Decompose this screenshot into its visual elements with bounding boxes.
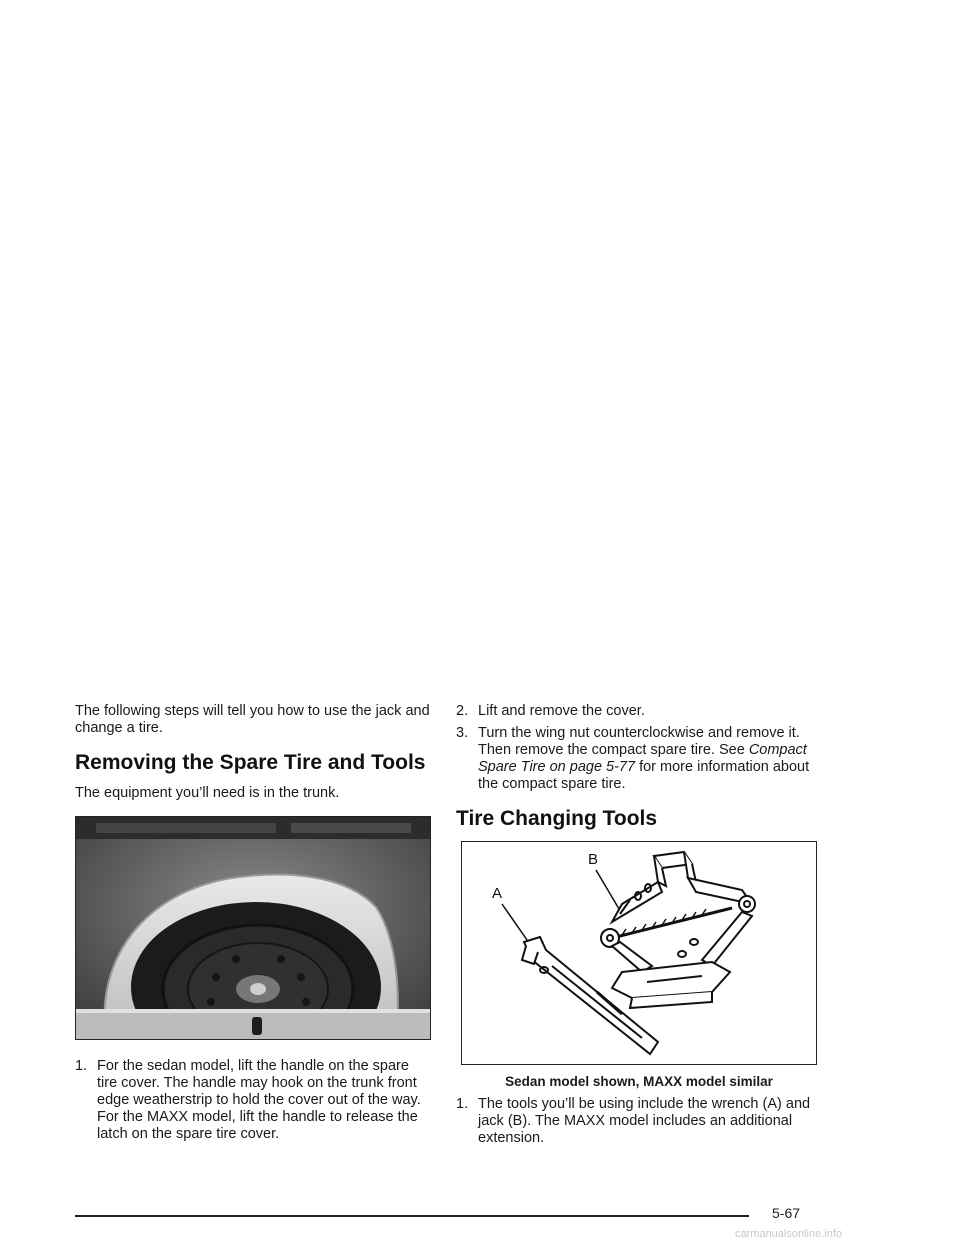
- label-b: B: [588, 851, 599, 868]
- left-column: [75, 703, 433, 1143]
- right-column: [456, 703, 816, 1147]
- label-a: A: [492, 885, 503, 902]
- footer-rule: [75, 1215, 749, 1217]
- step-text: The tools you’ll be using include the wrench (A) and jack (B). The MAXX model includes an additional extension.: [478, 1096, 811, 1146]
- compact-spare-tire-link[interactable]: Compact Spare Tire on page 5-77: [478, 742, 807, 775]
- step-number: 1.: [456, 1096, 469, 1112]
- step-number: 2.: [456, 703, 469, 719]
- step-number: 1.: [75, 1058, 88, 1074]
- removal-steps-list: [75, 1058, 433, 1143]
- section-heading-tire-changing-tools: Tire Changing Tools: [456, 807, 658, 830]
- removal-steps-continued-list: [456, 703, 816, 793]
- step-text: Lift and remove the cover.: [478, 703, 645, 719]
- step-text-before: Turn the wing nut counterclockwise and remove it. Then remove the compact spare tire. See: [478, 725, 800, 758]
- page-number: 5-67: [772, 1205, 801, 1221]
- figure-caption: Sedan model shown, MAXX model similar: [505, 1074, 773, 1089]
- list-item: [456, 725, 816, 793]
- step-number: 3.: [456, 725, 469, 741]
- step-text: For the sedan model, lift the handle on the spare tire cover. The handle may hook on the trunk front edge weatherstrip to hold the cover out of the way. For the MAXX model, lift the handle to release the latch on the spare tire cover.: [97, 1058, 421, 1142]
- spare-tire-photo: [75, 816, 431, 1040]
- step-text-after: for more information about the compact spare tire.: [478, 759, 810, 792]
- intro-text: The following steps will tell you how to use the jack and change a tire.: [75, 703, 430, 736]
- watermark: carmanualsonline.info: [735, 1228, 843, 1240]
- list-item: [75, 1058, 433, 1143]
- tools-steps-list: [456, 1096, 816, 1147]
- section-heading-removing-spare: Removing the Spare Tire and Tools: [75, 751, 426, 774]
- list-item: [456, 703, 816, 720]
- jack-wrench-figure: [461, 841, 817, 1065]
- step-text: [478, 725, 809, 792]
- list-item: [456, 1096, 816, 1147]
- equipment-lead-text: The equipment you’ll need is in the trunk.: [75, 785, 340, 801]
